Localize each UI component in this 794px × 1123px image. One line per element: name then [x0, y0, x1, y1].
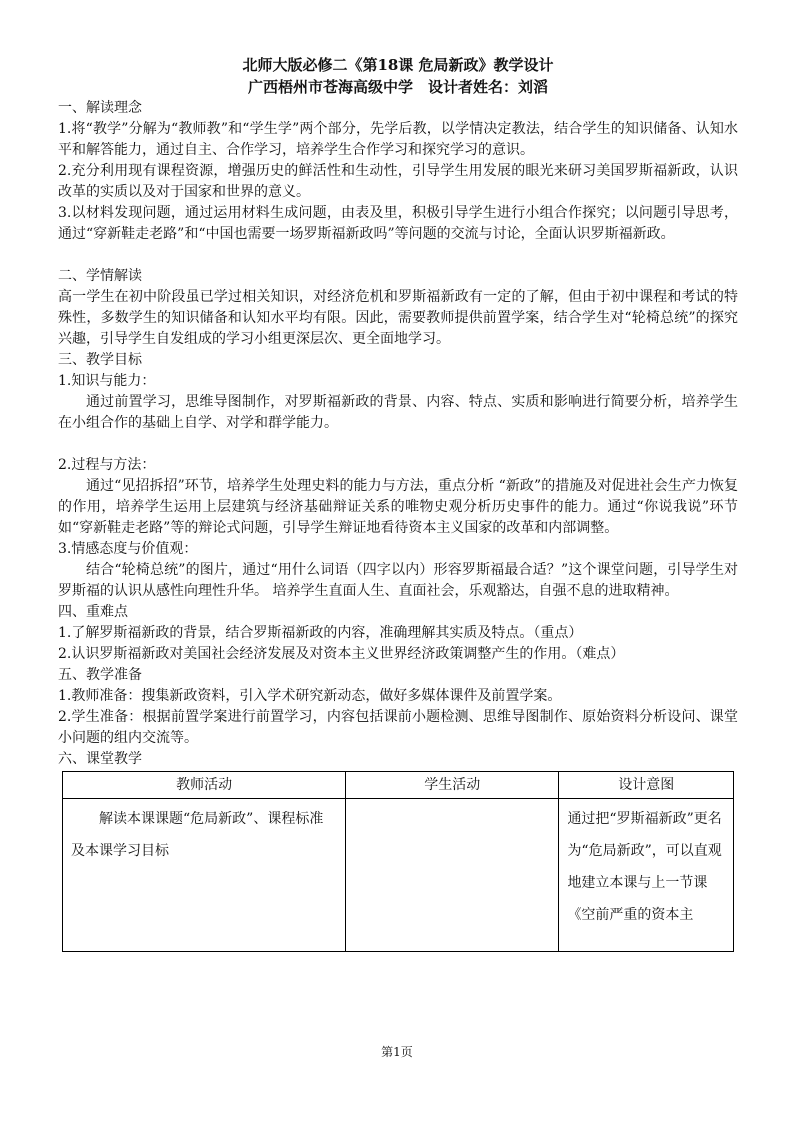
page-number: 第1页	[381, 1045, 413, 1059]
document-title: 北师大版必修二《第18课 危局新政》教学设计	[242, 56, 554, 74]
table-cell-student	[346, 799, 559, 952]
learner-analysis-text: 高一学生在初中阶段虽已学过相关知识，对经济危机和罗斯福新政有一定的了解，但由于初中课程和考试的特殊性，多数学生的知识储备和认知水平均有限。因此，需要教师提供前置学案，结合学生对“轮椅总统”的探究兴趣，引导学生自发组成的学习小组更深层次、更全面地学习。	[58, 289, 738, 347]
objective-1-text: 通过前置学习，思维导图制作，对罗斯福新政的背景、内容、特点、实质和影响进行简要分析，培养学生在小组合作的基础上自学、对学和群学能力。	[58, 394, 738, 431]
section-heading-key-points: 四、重难点	[58, 604, 128, 620]
objective-3-text: 结合“轮椅总统”的图片，通过“用什么词语（四字以内）形容罗斯福最合适？”这个课堂问题，引导学生对罗斯福的认识从感性向理性升华。 培养学生直面人生、直面社会，乐观豁达，自强不息的进取精神。	[58, 562, 738, 599]
section-heading-learner-analysis: 二、学情解读	[58, 268, 142, 284]
table-header-intent: 设计意图	[559, 772, 734, 799]
section-heading-classroom: 六、课堂教学	[58, 751, 142, 767]
lesson-table	[62, 771, 734, 952]
objective-3-label: 3.情感态度与价值观：	[58, 541, 198, 557]
table-header-row	[63, 772, 734, 799]
preparation-student: 2.学生准备：根据前置学案进行前置学习，内容包括课前小题检测、思维导图制作、原始资料分析设问、课堂小问题的组内交流等。	[58, 709, 738, 746]
key-point-1: 1.了解罗斯福新政的背景，结合罗斯福新政的内容，准确理解其实质及特点。（重点）	[58, 625, 583, 641]
table-header-teacher: 教师活动	[63, 772, 346, 799]
philosophy-item-3: 3.以材料发现问题，通过运用材料生成问题，由表及里，积极引导学生进行小组合作探究；以问题引导思考，通过“穿新鞋走老路”和“中国也需要一场罗斯福新政吗”等问题的交流与讨论，全面认识罗斯福新政。	[58, 205, 738, 242]
table-row	[63, 799, 734, 952]
section-heading-philosophy: 一、解读理念	[58, 100, 142, 116]
objective-2-label: 2.过程与方法：	[58, 457, 156, 473]
document-subtitle: 广西梧州市苍海高级中学 设计者姓名：刘滔	[247, 78, 548, 96]
preparation-teacher: 1.教师准备：搜集新政资料，引入学术研究新动态，做好多媒体课件及前置学案。	[58, 688, 562, 704]
section-heading-objectives: 三、教学目标	[58, 352, 142, 368]
key-point-2: 2.认识罗斯福新政对美国社会经济发展及对资本主义世界经济政策调整产生的作用。（难点）	[58, 646, 625, 662]
table-cell-teacher: 解读本课课题“危局新政”、课程标准及本课学习目标	[63, 799, 346, 952]
spacer	[58, 434, 738, 455]
philosophy-item-2: 2.充分利用现有课程资源，增强历史的鲜活性和生动性，引导学生用发展的眼光来研习美国罗斯福新政，认识改革的实质以及对于国家和世界的意义。	[58, 163, 738, 200]
section-heading-preparation: 五、教学准备	[58, 667, 142, 683]
objective-2-text: 通过“见招拆招”环节，培养学生处理史料的能力与方法，重点分析 “新政”的措施及对促进社会生产力恢复的作用，培养学生运用上层建筑与经济基础辩证关系的唯物史观分析历史事件的能力。通过“你说我说”环节如“穿新鞋走老路”等的辩论式问题，引导学生辩证地看待资本主义国家的改革和内部调整。	[58, 478, 738, 536]
table-header-student: 学生活动	[346, 772, 559, 799]
philosophy-item-1: 1.将“教学”分解为“教师教”和“学生学”两个部分，先学后教，以学情决定教法，结合学生的知识储备、认知水平和解答能力，通过自主、合作学习，培养学生合作学习和探究学习的意识。	[58, 121, 738, 158]
document-page	[58, 54, 738, 952]
spacer	[58, 245, 738, 266]
objective-1-label: 1.知识与能力：	[58, 373, 156, 389]
table-cell-intent: 通过把“罗斯福新政”更名为“危局新政”，可以直观地建立本课与上一节课《空前严重的资本主	[559, 799, 734, 952]
